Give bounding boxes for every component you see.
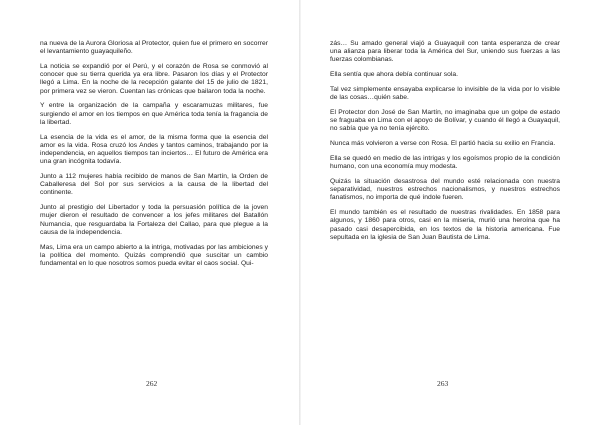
- paragraph: Nunca más volvieron a verse con Rosa. El partió hacia su exilio en Francia.: [330, 140, 556, 148]
- left-page: [0, 0, 299, 425]
- right-page-text: [330, 40, 560, 242]
- page-number: 263: [437, 379, 449, 388]
- paragraph: Ella sentía que ahora debía continuar sola.: [330, 71, 459, 79]
- paragraph: Mas, Lima era un campo abierto a la intriga, motivadas por las ambiciones y la política del momento. Quizás comprendió que suscitar un cambio fundamental en lo que nosotros somos pueda evitar el caos social. Qui-: [40, 243, 268, 268]
- paragraph: El mundo también es el resultado de nuestras rivalidades. En 1858 para algunos, y 1860 para otros, casi en la miseria, murió una heroína que ha pasado casi desapercibida, en los textos de la historia americana. Fue sepultada en la iglesia de San Juan Bautista de Lima.: [330, 209, 560, 241]
- right-page: [301, 0, 600, 425]
- paragraph: Quizás la situación desastrosa del mundo esté relacionada con nuestra separatividad, nuestros estrechos nacionalismos, y nuestros estrechos fanatismos, no importa de qué índole fueren.: [330, 178, 560, 202]
- paragraph: El Protector don José de San Martín, no imaginaba que un golpe de estado se fraguaba en Lima con el apoyo de Bolívar, y cuando él llegó a Guayaquil, no sabía que ya no tenía ejército.: [330, 109, 560, 133]
- paragraph: La noticia se expandió por el Perú, y el corazón de Rosa se conmovió al conocer que su tierra querida ya era libre. Pasaron los días y el Protector llegó a Lima. En la noche de la recepción galante del 15 de julio de 1821, por primera vez se vieron. Cuentan las crónicas que bailaron toda la noche.: [40, 63, 268, 95]
- paragraph: Tal vez simplemente ensayaba explicarse lo invisible de la vida por lo visible de las cosas…quién sabe.: [330, 86, 560, 102]
- paragraph: La esencia de la vida es el amor, de la misma forma que la esencia del amor es la vida. Rosa cruzó los Andes y tantos caminos, trabajando por la independencia, en aquellos tiempos tan inciertos… El futuro de América era una gran incógnita todavía.: [40, 133, 268, 166]
- paragraph: Junto a 112 mujeres había recibido de manos de San Martín, la Orden de Caballeresa del Sol por sus servicios a la causa de la libertad del continente.: [40, 173, 268, 197]
- page-number: 262: [146, 379, 158, 388]
- paragraph: na nueva de la Aurora Gloriosa al Protector, quien fue el primero en socorrer el levantamiento guayaquileño.: [40, 40, 268, 56]
- paragraph: Junto al prestigio del Libertador y toda la persuasión política de la joven mujer dieron el resultado de convencer a los jefes militares del Batallón Numancia, que resguardaba la Fortaleza del Callao, para que plegue a la causa de la independencia.: [40, 204, 268, 236]
- paragraph: zás… Su amado general viajó a Guayaquil con tanta esperanza de crear una alianza para liberar toda la América del Sur, uniendo sus fuerzas a las fuerzas colombianas.: [330, 40, 560, 64]
- paragraph: Ella se quedó en medio de las intrigas y los egoísmos propio de la condición humano, con una economía muy modesta.: [330, 155, 560, 171]
- left-page-text: [40, 40, 268, 268]
- paragraph: Y entre la organización de la campaña y escaramuzas militares, fue surgiendo el amor en los tiempos en que América toda tenía la fragancia de la libertad.: [40, 102, 268, 126]
